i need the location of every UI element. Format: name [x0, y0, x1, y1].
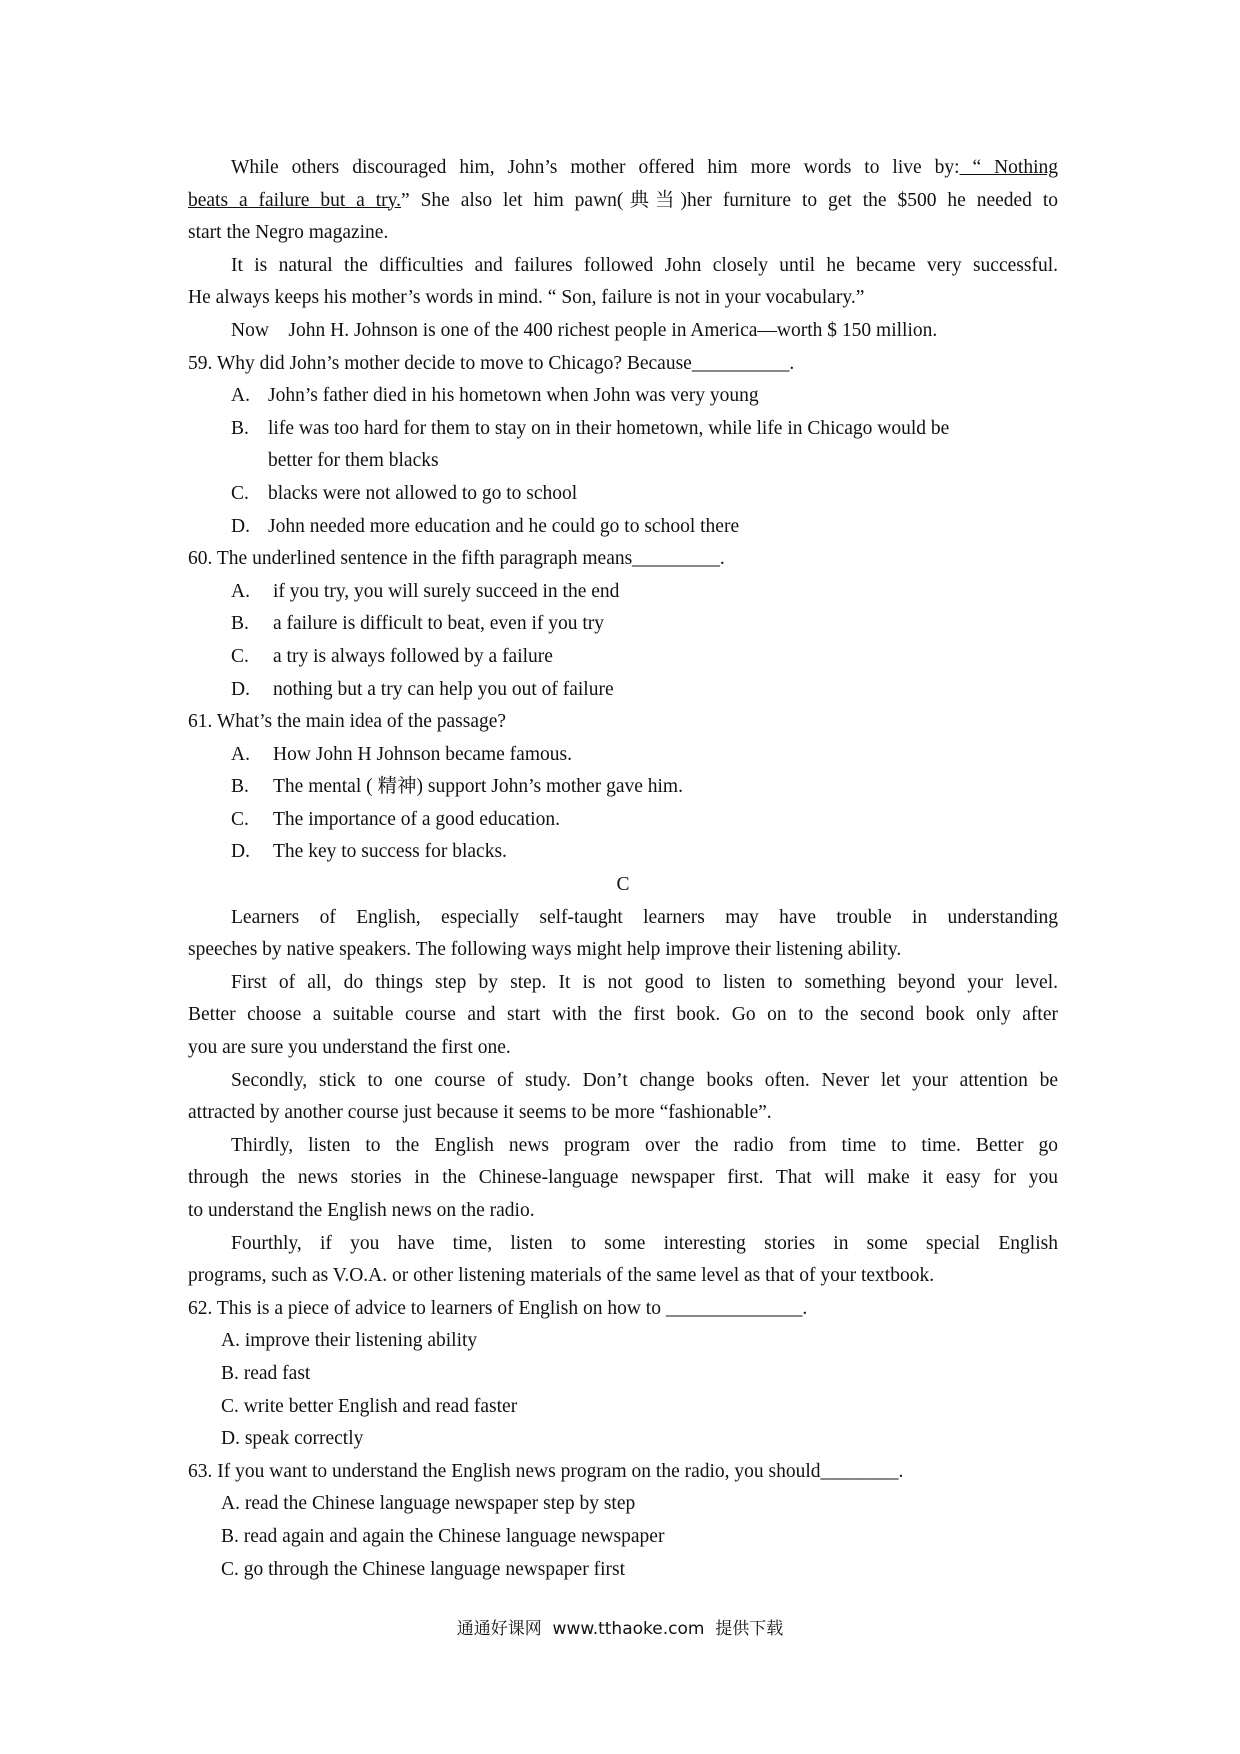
option-letter: A. — [231, 385, 250, 407]
page-footer: 通通好课网 www.tthaoke.com 提供下载 — [456, 1619, 784, 1639]
option-text: better for them blacks — [268, 450, 439, 472]
option-text: The key to success for blacks. — [273, 841, 507, 863]
option-letter: A. — [231, 743, 250, 765]
option-text: The mental ( 精神) support John’s mother gave him. — [273, 776, 683, 798]
question-63-option-a: A. read the Chinese language newspaper step by step — [221, 1493, 636, 1515]
question-61-option-a — [188, 739, 1058, 772]
option-text: a try is always followed by a failure — [273, 645, 553, 667]
question-62-stem: 62. This is a piece of advice to learners of English on how to ______________. — [188, 1297, 808, 1319]
question-61-option-d — [188, 836, 1058, 869]
paragraph-line — [188, 185, 1058, 218]
option-letter: D. — [231, 841, 250, 863]
option-text: John’s father died in his hometown when John was very young — [268, 385, 759, 407]
option-letter: C. — [231, 482, 249, 504]
question-62-option-b: B. read fast — [221, 1362, 311, 1384]
question-62-option-d: D. speak correctly — [221, 1428, 364, 1450]
page-content — [188, 152, 1058, 1586]
option-letter: C. — [231, 808, 249, 830]
option-letter: B. — [231, 417, 249, 439]
paragraph-line: Better choose a suitable course and start with the first book. Go on to the second book only after — [188, 1004, 1058, 1026]
question-59-stem: 59. Why did John’s mother decide to move to Chicago? Because__________. — [188, 352, 795, 374]
paragraph-line: start the Negro magazine. — [188, 222, 389, 244]
option-text: a failure is difficult to beat, even if you try — [273, 613, 605, 635]
underlined-sentence: beats a failure but a try. — [188, 189, 401, 211]
paragraph-line: programs, such as V.O.A. or other listening materials of the same level as that of your textbook. — [188, 1265, 935, 1287]
question-59-option-b-cont — [188, 445, 1058, 478]
question-60-option-a — [188, 576, 1058, 609]
question-60-option-b — [188, 608, 1058, 641]
question-60-option-c — [188, 641, 1058, 674]
paragraph-line: Now John H. Johnson is one of the 400 richest people in America—worth $ 150 million. — [231, 319, 938, 341]
paragraph-line: to understand the English news on the radio. — [188, 1200, 535, 1221]
option-text: life was too hard for them to stay on in their hometown, while life in Chicago would be — [268, 417, 950, 439]
option-text: nothing but a try can help you out of failure — [273, 678, 614, 700]
question-63-option-b: B. read again and again the Chinese language newspaper — [221, 1525, 665, 1547]
paragraph-line: He always keeps his mother’s words in mind. “ Son, failure is not in your vocabulary.” — [188, 287, 865, 309]
paragraph-line: through the news stories in the Chinese-language newspaper first. That will make it easy for you — [188, 1167, 1058, 1189]
paragraph-line: It is natural the difficulties and failures followed John closely until he became very successful. — [231, 254, 1058, 276]
paragraph-line: attracted by another course just because it seems to be more “fashionable”. — [188, 1102, 772, 1124]
paragraph-line: you are sure you understand the first one. — [188, 1037, 511, 1059]
option-letter: D. — [231, 515, 250, 537]
question-63-option-c: C. go through the Chinese language newspaper first — [221, 1558, 625, 1580]
option-text: John needed more education and he could go to school there — [268, 515, 740, 537]
text-span: ” She also let him pawn(典当)her furniture to get the $500 he needed to — [401, 189, 1058, 211]
question-59-option-a — [188, 380, 1058, 413]
text-span: While others discouraged him, John’s mother offered him more words to live by: — [231, 157, 960, 178]
paragraph-line: speeches by native speakers. The following ways might help improve their listening ability. — [188, 939, 902, 961]
option-text: if you try, you will surely succeed in the end — [273, 580, 620, 602]
option-letter: B. — [231, 776, 249, 798]
option-letter: C. — [231, 645, 249, 667]
option-text: blacks were not allowed to go to school — [268, 482, 578, 504]
option-text: How John H Johnson became famous. — [273, 743, 572, 765]
paragraph-line: Learners of English, especially self-taught learners may have trouble in understanding — [231, 906, 1058, 928]
option-letter: B. — [231, 613, 249, 635]
section-heading: C — [616, 874, 630, 896]
option-letter: A. — [231, 580, 250, 602]
question-61-option-b — [188, 771, 1058, 804]
question-62-option-c: C. write better English and read faster — [221, 1395, 518, 1417]
option-text: The importance of a good education. — [273, 808, 560, 830]
paragraph-line: First of all, do things step by step. It is not good to listen to something beyond your level. — [231, 971, 1058, 993]
paragraph-line: Fourthly, if you have time, listen to some interesting stories in some special English — [231, 1232, 1058, 1254]
paragraph-line: Thirdly, listen to the English news program over the radio from time to time. Better go — [231, 1134, 1058, 1156]
option-letter: D. — [231, 678, 250, 700]
paragraph-line: Secondly, stick to one course of study. Don’t change books often. Never let your attention be — [231, 1069, 1058, 1091]
question-60-option-d — [188, 674, 1058, 707]
question-61-stem: 61. What’s the main idea of the passage? — [188, 711, 507, 733]
question-59-option-d — [188, 511, 1058, 544]
question-61-option-c — [188, 804, 1058, 837]
question-60-stem: 60. The underlined sentence in the fifth paragraph means_________. — [188, 548, 725, 570]
underlined-sentence: “ Nothing — [959, 157, 1059, 178]
question-59-option-c — [188, 478, 1058, 511]
paragraph-line — [188, 152, 1058, 185]
question-62-option-a: A. improve their listening ability — [221, 1330, 478, 1352]
question-59-option-b — [188, 413, 1058, 446]
question-63-stem: 63. If you want to understand the English news program on the radio, you should________. — [188, 1460, 904, 1482]
